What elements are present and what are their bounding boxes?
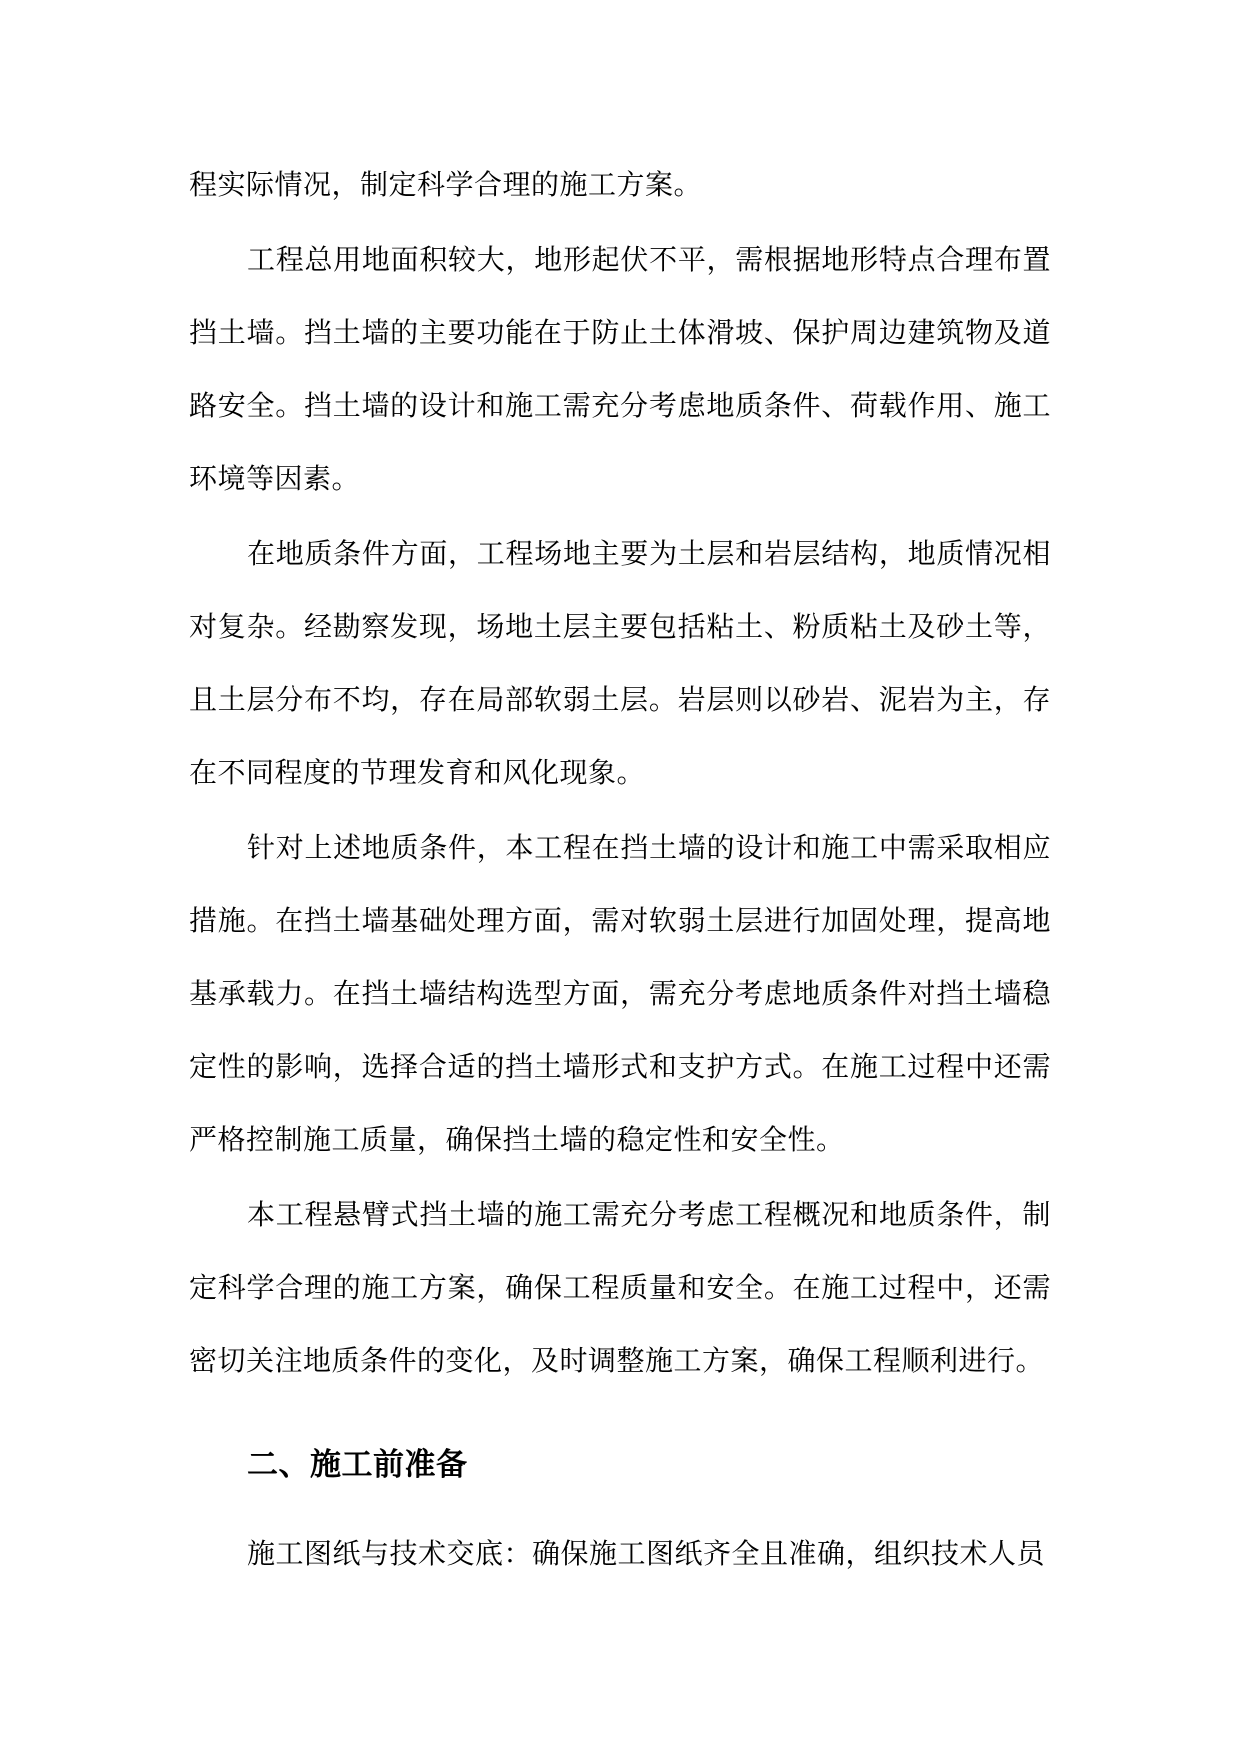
paragraph-1: 程实际情况，制定科学合理的施工方案。: [189, 168, 703, 201]
paragraph-5: 本工程悬臂式挡土墙的施工需充分考虑工程概况和地质条件，制定科学合理的施工方案，确保工程质量和安全。在施工过程中，还需密切关注地质条件的变化，及时调整施工方案，确保工程顺利进行。: [189, 1198, 1051, 1377]
paragraph-4: 针对上述地质条件，本工程在挡土墙的设计和施工中需采取相应措施。在挡土墙基础处理方面，需对软弱土层进行加固处理，提高地基承载力。在挡土墙结构选型方面，需充分考虑地质条件对挡土墙稳定性的影响，选择合适的挡土墙形式和支护方式。在施工过程中还需严格控制施工质量，确保挡土墙的稳定性和安全性。: [189, 831, 1051, 1156]
paragraph-6: 施工图纸与技术交底：确保施工图纸齐全且准确，组织技术人员: [247, 1537, 1046, 1570]
section-heading: 二、施工前准备: [247, 1447, 468, 1483]
paragraph-2: 工程总用地面积较大，地形起伏不平，需根据地形特点合理布置挡土墙。挡土墙的主要功能在于防止土体滑坡、保护周边建筑物及道路安全。挡土墙的设计和施工需充分考虑地质条件、荷载作用、施工环境等因素。: [189, 243, 1051, 495]
paragraph-3: 在地质条件方面，工程场地主要为土层和岩层结构，地质情况相对复杂。经勘察发现，场地土层主要包括粘土、粉质粘土及砂土等，且土层分布不均，存在局部软弱土层。岩层则以砂岩、泥岩为主，存在不同程度的节理发育和风化现象。: [189, 537, 1051, 789]
page-content: [189, 148, 1051, 1590]
